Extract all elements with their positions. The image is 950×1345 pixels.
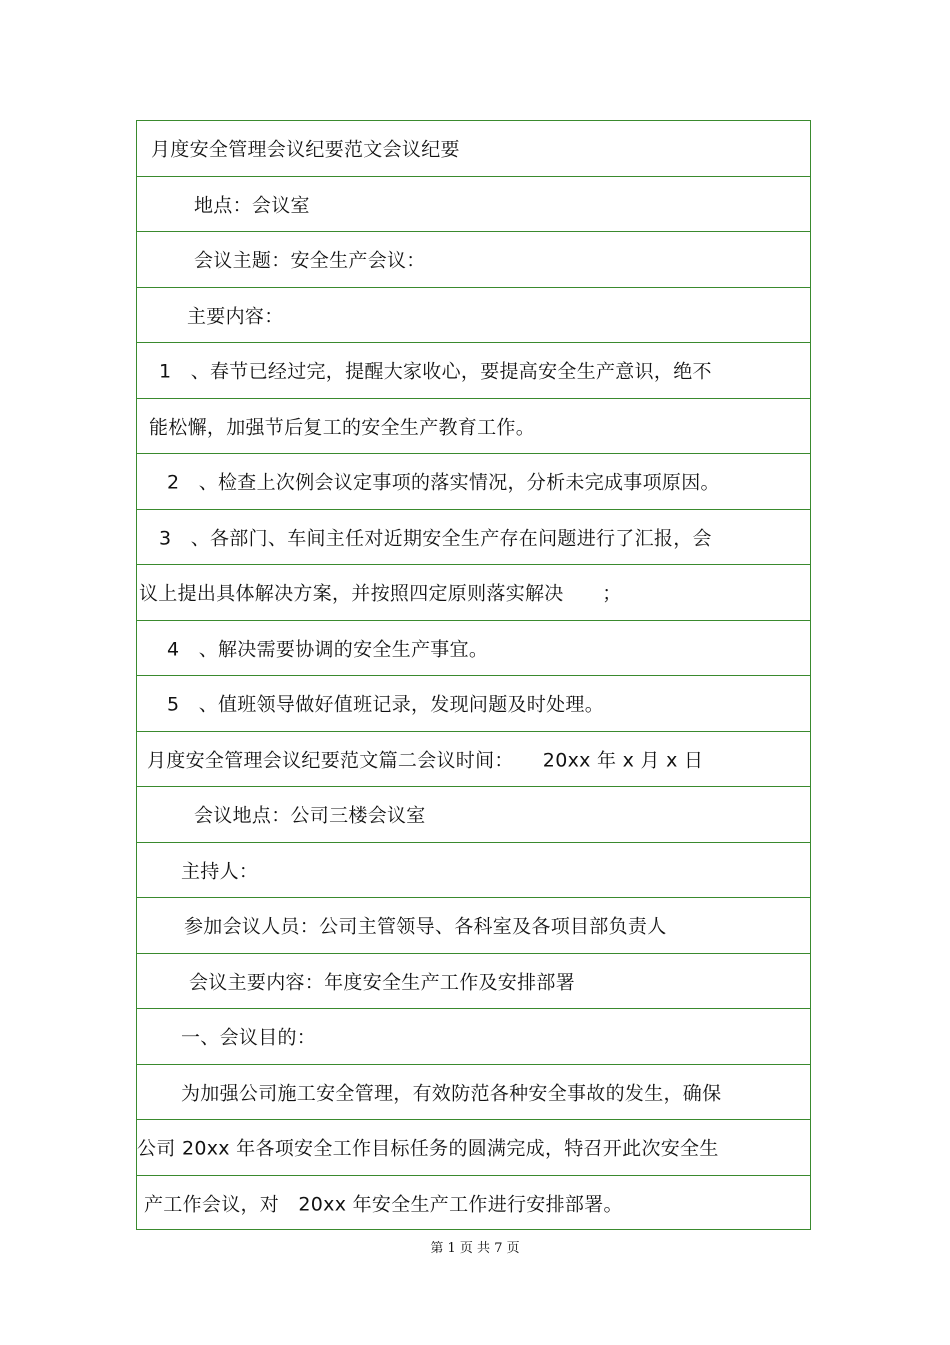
meeting-topic: 会议主题：安全生产会议： — [194, 249, 426, 272]
table-row — [137, 1065, 810, 1121]
table-row — [137, 676, 810, 732]
section-heading: 一、会议目的： — [181, 1026, 317, 1049]
table-row — [137, 1009, 810, 1065]
list-item: 3 、各部门、车间主任对近期安全生产存在问题进行了汇报，会 — [159, 527, 712, 550]
list-item-continued: 能松懈，加强节后复工的安全生产教育工作。 — [149, 416, 536, 439]
list-item: 5 、值班领导做好值班记录，发现问题及时处理。 — [167, 693, 604, 716]
table-row — [137, 288, 810, 344]
list-item: 4 、解决需要协调的安全生产事宜。 — [167, 638, 489, 661]
table-row — [137, 621, 810, 677]
table-row — [137, 732, 810, 788]
table-row — [137, 898, 810, 954]
table-row — [137, 454, 810, 510]
paragraph-line: 公司 20xx 年各项安全工作目标任务的圆满完成，特召开此次安全生 — [137, 1137, 719, 1160]
section-two-title: 月度安全管理会议纪要范文篇二会议时间： 20xx 年 x 月 x 日 — [147, 749, 704, 772]
table-row — [137, 343, 810, 399]
meeting-location: 地点：会议室 — [194, 194, 310, 217]
main-content-heading: 主要内容： — [187, 305, 284, 328]
list-item: 1 、春节已经过完，提醒大家收心，要提高安全生产意识，绝不 — [159, 360, 712, 383]
table-row — [137, 1176, 810, 1232]
meeting-host: 主持人： — [181, 860, 259, 883]
table-row — [137, 232, 810, 288]
paragraph-line: 产工作会议，对 20xx 年安全生产工作进行安排部署。 — [144, 1193, 623, 1216]
page-number: 第 1 页 共 7 页 — [430, 1241, 520, 1256]
meeting-place: 会议地点：公司三楼会议室 — [194, 804, 426, 827]
table-row — [137, 954, 810, 1010]
table-row — [137, 843, 810, 899]
table-row — [137, 399, 810, 455]
document-table — [136, 120, 811, 1230]
table-row — [137, 510, 810, 566]
table-row — [137, 1120, 810, 1176]
list-item: 2 、检查上次例会议定事项的落实情况，分析未完成事项原因。 — [167, 471, 720, 494]
table-row — [137, 787, 810, 843]
table-row — [137, 177, 810, 233]
paragraph-line: 为加强公司施工安全管理，有效防范各种安全事故的发生，确保 — [181, 1082, 722, 1105]
meeting-attendees: 参加会议人员：公司主管领导、各科室及各项目部负责人 — [184, 915, 667, 938]
document-title: 月度安全管理会议纪要范文会议纪要 — [151, 138, 460, 161]
table-row — [137, 121, 810, 177]
table-row — [137, 565, 810, 621]
meeting-main-content: 会议主要内容：年度安全生产工作及安排部署 — [189, 971, 576, 994]
list-item-continued: 议上提出具体解决方案，并按照四定原则落实解决 ； — [139, 582, 622, 605]
